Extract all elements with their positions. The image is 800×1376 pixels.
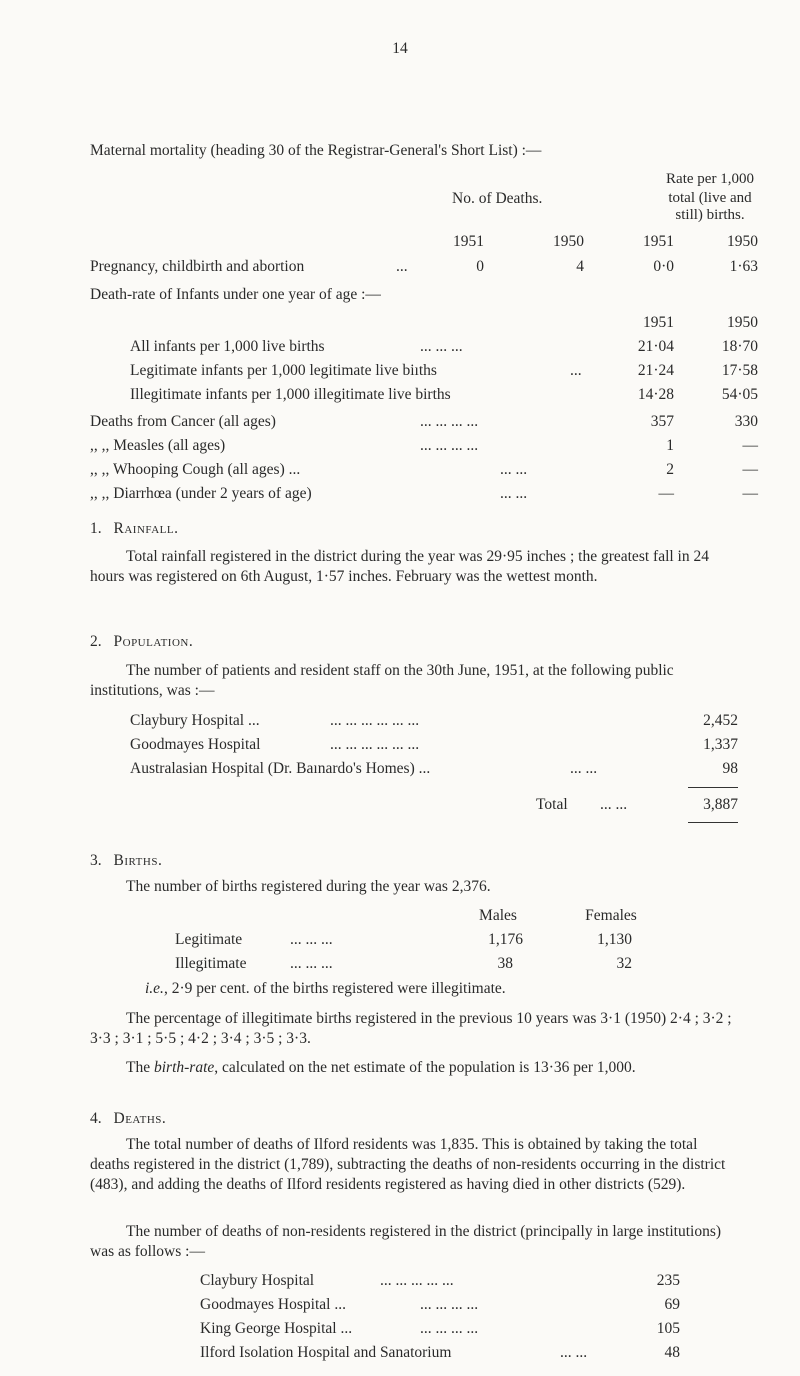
ie-rest: , 2·9 per cent. of the births registered were illegitimate. (163, 980, 506, 997)
births-males: 38 (497, 955, 513, 972)
section-number: 4. (90, 1110, 102, 1127)
births-birthrate-text (90, 1058, 738, 1078)
population-total-value: 3,887 (703, 796, 738, 813)
birthrate-pre: The (126, 1059, 154, 1076)
infants-rate-1951: 21·04 (637, 338, 674, 355)
births-text: The number of births registered during the year was 2,376. (126, 878, 491, 895)
births-males: 1,176 (488, 931, 523, 948)
rate-year-1950: 1950 (727, 233, 758, 250)
maternal-deaths-1950: 4 (576, 258, 584, 275)
page-number: 14 (392, 40, 408, 57)
section-title: Rainfall. (113, 520, 179, 537)
birthrate-post: , calculated on the net estimate of the population is 13·36 per 1,000. (214, 1059, 636, 1076)
nonresident-row-dots: ... ... (560, 1344, 588, 1361)
births-col-females: Females (585, 907, 637, 924)
nonresident-row-label: Ilford Isolation Hospital and Sanatorium (200, 1344, 452, 1361)
population-row-label: Claybury Hospital ... (130, 712, 260, 729)
maternal-year-1950: 1950 (553, 233, 584, 250)
population-row-dots: ... ... (570, 760, 598, 777)
infants-rate-1951: 21·24 (637, 362, 674, 379)
rate-header-line3: still) births. (675, 207, 745, 223)
deaths-cause-1951: — (658, 485, 674, 502)
section-number: 1. (90, 520, 102, 537)
population-row-value: 2,452 (703, 712, 738, 729)
births-females: 32 (616, 955, 632, 972)
deaths-cause-dots: ... ... (500, 485, 528, 502)
deaths-cause-1951: 357 (650, 413, 674, 430)
nonresident-row-label: Goodmayes Hospital ... (200, 1296, 346, 1313)
rate-header-line1: Rate per 1,000 (666, 171, 754, 187)
nonresident-row-dots: ... ... ... ... ... (380, 1272, 454, 1289)
deaths-text-1: The total number of deaths of Ilford residents was 1,835. This is obtained by taking the total deaths registered in the district (1,789), subtracting the deaths of non-residents occurring in the district (483), and adding the deaths of Ilford residents registered as having died in other districts (529). (90, 1136, 726, 1193)
deaths-cause-dots: ... ... ... ... (420, 413, 479, 430)
deaths-cause-1950: — (742, 461, 758, 478)
maternal-rate-1950: 1·63 (729, 258, 758, 275)
infants-rate-1950: 18·70 (721, 338, 758, 355)
deaths-cause-1951: 2 (666, 461, 674, 478)
maternal-row-dots: ... (396, 258, 408, 275)
infants-rate-1950: 17·58 (721, 362, 758, 379)
section-title: Deaths. (113, 1110, 167, 1127)
nonresident-row-value: 69 (664, 1296, 680, 1313)
deaths-cause-label: ,, ,, Whooping Cough (all ages) ... (90, 461, 301, 478)
deaths-cause-1950: — (742, 485, 758, 502)
nonresident-row-dots: ... ... ... ... (420, 1320, 479, 1337)
maternal-rate-1951: 0·0 (653, 258, 674, 275)
deaths-cause-label: ,, ,, Measles (all ages) (90, 437, 226, 454)
maternal-row-label: Pregnancy, childbirth and abortion (90, 258, 305, 275)
total-rule (688, 822, 738, 823)
infants-row-label: Legitimate infants per 1,000 legitimate live biıths (130, 362, 437, 379)
infants-row-dots: ... ... ... (420, 338, 463, 355)
maternal-deaths-1951: 0 (476, 258, 484, 275)
deaths-text-2: The number of deaths of non-residents registered in the district (principally in large institutions) was as follows :— (90, 1223, 722, 1260)
population-row-label: Goodmayes Hospital (130, 736, 261, 753)
nonresident-row-dots: ... ... ... ... (420, 1296, 479, 1313)
section-number: 2. (90, 633, 102, 650)
population-total-dots: ... ... (600, 796, 628, 813)
population-text: The number of patients and resident staff on the 30th June, 1951, at the following public institutions, was :— (90, 662, 674, 699)
infants-heading: Death-rate of Infants under one year of age :— (90, 286, 381, 303)
births-percentage-text: The percentage of illegitimate births registered in the previous 10 years was 3·1 (1950) 2·4 ; 3·2 ; 3·3 ; 3·1 ; 5·5 ; 4·2 ; 3·4 ; 3·5 ; 3·3. (90, 1010, 732, 1047)
deaths-cause-1950: 330 (734, 413, 758, 430)
births-row-label: Legitimate (175, 931, 243, 948)
rainfall-text: Total rainfall registered in the district during the year was 29·95 inches ; the greatest fall in 24 hours was registered on 6th August, 1·57 inches. February was the wettest month. (90, 548, 709, 585)
birthrate-term: birth-rate (153, 1059, 215, 1076)
births-row-dots: ... ... ... (290, 931, 333, 948)
nonresident-row-value: 48 (664, 1344, 680, 1361)
infants-year-1950: 1950 (727, 314, 758, 331)
population-row-value: 1,337 (703, 736, 738, 753)
deaths-header: No. of Deaths. (452, 190, 543, 207)
population-total-label: Total (536, 796, 568, 813)
births-row-label: Illegitimate (175, 955, 247, 972)
deaths-cause-1951: 1 (666, 437, 674, 454)
total-rule (688, 787, 738, 788)
ie-text: i.e. (145, 980, 164, 997)
infants-row-label: Illegitimate infants per 1,000 illegitimate live births (130, 386, 451, 403)
births-col-males: Males (479, 907, 517, 924)
rate-header-line2: total (live and (668, 190, 752, 206)
maternal-heading: Maternal mortality (heading 30 of the Registrar-General's Short List) :— (90, 142, 542, 159)
nonresident-row-label: Claybury Hospital (200, 1272, 315, 1289)
section-births-heading (90, 852, 162, 870)
infants-row-label: All infants per 1,000 live births (130, 338, 325, 355)
deaths-cause-1950: — (742, 437, 758, 454)
section-number: 3. (90, 852, 102, 869)
deaths-cause-dots: ... ... ... ... (420, 437, 479, 454)
population-row-value: 98 (722, 760, 738, 777)
infants-year-1951: 1951 (643, 314, 674, 331)
population-row-dots: ... ... ... ... ... ... (330, 712, 420, 729)
section-title: Population. (113, 633, 194, 650)
births-illegitimate-note (145, 980, 506, 998)
population-row-dots: ... ... ... ... ... ... (330, 736, 420, 753)
deaths-cause-label: Deaths from Cancer (all ages) (90, 413, 276, 430)
infants-rate-1951: 14·28 (637, 386, 674, 403)
infants-rate-1950: 54·05 (721, 386, 758, 403)
section-population-heading (90, 633, 193, 651)
section-deaths-heading (90, 1110, 166, 1128)
nonresident-row-value: 105 (656, 1320, 680, 1337)
population-row-label: Australasian Hospital (Dr. Baınardo's Homes) ... (130, 760, 431, 777)
section-rainfall-heading (90, 520, 178, 538)
infants-row-dots: ... (570, 362, 582, 379)
births-row-dots: ... ... ... (290, 955, 333, 972)
section-title: Births. (113, 852, 163, 869)
maternal-year-1951: 1951 (453, 233, 484, 250)
deaths-cause-label: ,, ,, Diarrhœa (under 2 years of age) (90, 485, 312, 502)
nonresident-row-value: 235 (656, 1272, 680, 1289)
deaths-cause-dots: ... ... (500, 461, 528, 478)
births-females: 1,130 (597, 931, 632, 948)
rate-year-1951: 1951 (643, 233, 674, 250)
nonresident-row-label: King George Hospital ... (200, 1320, 353, 1337)
